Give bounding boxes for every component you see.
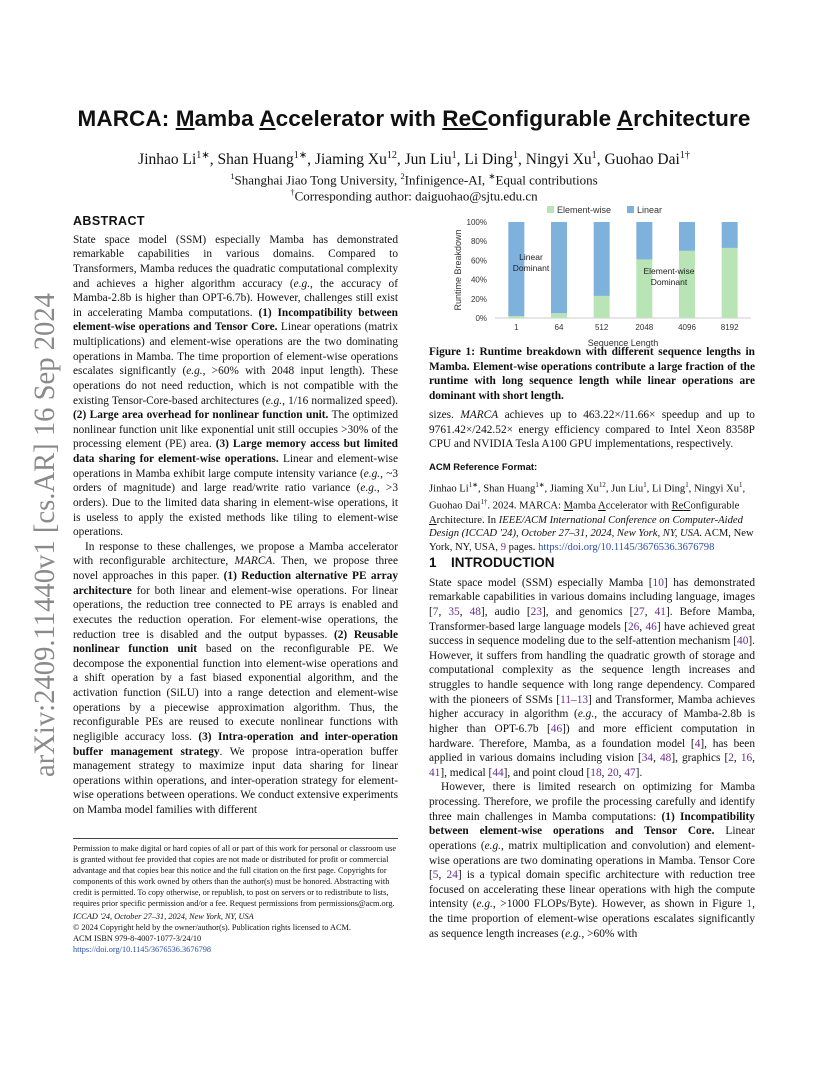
abstract-continuation: sizes. MARCA achieves up to 463.22×/11.66× speedup and up to 9761.42×/242.52× energy efficiency compared to Intel Xeon 8358P CPU and NVIDIA Tesla A100 GPU implementations, respectively. [429,409,755,451]
doi-link[interactable]: https://doi.org/10.1145/3676536.3676798 [73,945,212,954]
bar-element-wise-64 [551,313,567,318]
bar-linear-8192 [722,222,738,248]
left-column [73,214,398,818]
y-tick-label: 60% [470,256,487,266]
corresponding-author: †Corresponding author: daiguohao@sjtu.edu.cn [290,187,538,204]
bar-linear-512 [594,222,610,296]
bar-linear-64 [551,222,567,313]
section-title: INTRODUCTION [451,555,555,570]
legend-label: Linear [637,205,663,215]
annotation-element-wise-dominant-line2: Dominant [650,277,688,287]
bar-linear-2048 [636,222,652,259]
permission-text: Permission to make digital or hard copies of all or part of this work for personal or classroom use is granted without fee provided that copies are not made or distributed for profit or commercial advantage and that copies bear this notice and the full citation on the first page. Copyrights for components of this work owned by others than the author(s) must be honored. Abstracting with credit is permitted. To copy otherwise, or republish, to post on servers or to redistribute to lists, requires prior specific permission and/or a fee. Request permissions from permissions@acm.org. [73,844,397,908]
paper-title: MARCA: Mamba Accelerator with ReConfigurable Architecture [77,106,751,131]
x-tick-label: 1 [514,323,519,332]
bar-element-wise-1 [508,316,524,318]
annotation-linear-dominant-line2: Dominant [512,263,550,273]
bar-element-wise-512 [594,296,610,318]
x-tick-label: 8192 [720,323,739,332]
y-axis-label: Runtime Breakdown [453,229,463,311]
arxiv-stamp [12,285,66,785]
bar-element-wise-8192 [722,248,738,318]
y-tick-label: 0% [475,314,487,323]
figure-1-caption: Figure 1: Runtime breakdown with different sequence lengths in Mamba. Element-wise operations contribute a large fraction of the runtime with long sequence length while linear operations are dominant with short length. [429,346,755,402]
y-tick-label: 80% [470,237,487,247]
intro-paragraph-2: However, there is limited research on optimizing for Mamba processing. Therefore, we profile the processing carefully and identify three main challenges in Mamba computations: (1) Incompatibility between element-wise operations and Tensor Core. Linear operations (e.g., matrix multiplication and convolution) and element-wise operations are two dominating operations in Mamba. Tensor Core [5, 24] is a typical domain specific architecture with reduction tree focused on accelerating these linear operations with high the compute intensity (e.g., >1000 FLOPs/Byte). However, as shown in Figure 1, the time proportion of element-wise operations escalates significantly as sequence length increases (e.g., >60% with [429,781,756,940]
acm-doi-link[interactable]: https://doi.org/10.1145/3676536.3676798 [538,542,715,554]
venue-line: ICCAD '24, October 27–31, 2024, New York, NY, USA [73,912,254,921]
copyright-line: © 2024 Copyright held by the owner/author(s). Publication rights licensed to ACM. [73,923,351,932]
affiliations: $^1$Shanghai Jiao Tong University, $^2$Infinigence-AI, ∗Equal contributions [230,171,598,188]
x-tick-label: 512 [594,323,609,332]
acm-reference [429,461,755,555]
y-tick-label: 40% [470,275,487,285]
section-number: 1 [429,555,437,570]
abstract-paragraph-2: In response to these challenges, we propose a Mamba accelerator with reconfigurable architecture, MARCA. Then, we propose three novel approaches in this paper. (1) Reduction alternative PE array architecture for both linear and element-wise operations. For linear operations, the reduction tree connected to PE arrays is enabled and executes the reduction operation. For element-wise operations, the reduction tree is disabled and the output bypasses. (2) Reusable nonlinear function unit based on the reconfigurable PE. We decompose the exponential function into element-wise operations and a shift operation by a fast biased exponential algorithm, and the activation function (SiLU) into a range detection and element-wise operations by a piecewise approximation algorithm. Thus, the reconfigurable PEs are reused to execute nonlinear functions with negligible accuracy loss. (3) Intra-operation and inter-operation buffer management strategy. We propose intra-operation buffer management strategy to maximize input data sharing for linear operations within operations, and inter-operation strategy for element-wise operations between operations. We conduct extensive experiments on Mamba model families with different [73,540,398,816]
abstract-heading: ABSTRACT [73,214,145,228]
intro-paragraph-1: State space model (SSM) especially Mamba [10] has demonstrated remarkable capabilities in various domains including language, images [7, 35, 48], audio [23], and genomics [27, 41]. Before Mamba, Transformer-based large language models [26, 46] have achieved great success in sequence modeling due to the self-attention mechanism [40]. However, it suffers from handling the quadratic growth of storage and computational complexity as the sequence length increases and struggles to handle sequence with long range dependency. Compared with the pioneers of SSMs [11–13] and Transformer, Mamba achieves higher accuracy in algorithm (e.g., the accuracy of Mamba-2.8b is higher than OPT-6.7b [46]) and more efficient computation in hardware. Therefore, Mamba, as a foundation model [4], has been applied in various domains including vision [34, 48], graphics [2, 16, 41], medical [44], and point cloud [18, 20, 47]. [429,576,756,779]
isbn-line: ACM ISBN 979-8-4007-1077-3/24/10 [73,934,202,943]
abstract-paragraph-1: State space model (SSM) especially Mamba has demonstrated remarkable capabilities in various domains. Compared to Transformers, Mamba reduces the quadratic computational complexity and achieves a higher algorithm accuracy (e.g., the accuracy of Mamba-2.8b is higher than OPT-6.7b). However, challenges still exist in accelerating Mamba computations. (1) Incompatibility between element-wise operations and Tensor Core. Linear operations (matrix multiplications) and element-wise operations are the two dominating operations in Mamba. The time proportion of element-wise operations escalates significantly (e.g., >60% with 2048 input length). These operations do not need reduction, which is not compatible with the existing Tensor-Core-based architectures (e.g., 1/16 normalized speed). (2) Large area overhead for nonlinear function unit. The optimized nonlinear function unit like exponential unit still occupies >30% of the processing element (PE) area. (3) Large memory access but limited data sharing for element-wise operations. Linear and element-wise operations in Mamba exhibit large compute intensity variance (e.g., ~3 orders of magnitude) and large read/write ratio variance (e.g., >3 orders). Due to the limited data sharing in element-wise operations, it is useless to apply the existed methods like tiling to element-wise operations. [73,233,399,539]
introduction-heading [429,556,755,571]
permission-footnote [73,838,398,955]
legend-swatch-linear [627,206,634,213]
x-tick-label: 4096 [678,323,696,332]
acm-reference-heading: ACM Reference Format: [429,462,538,473]
figure-1-chart [449,202,755,350]
author-list: Jinhao $Li^{1∗}$, Shan Huang$^{1∗}$, Jiaming Xu$^{12}$, Jun Liu$^1$, Li Ding$^1$, Ningyi Xu$^1$, Guohao Dai$^{1\dagger}$ [138,150,690,169]
arxiv-stamp-text: arXiv:2409.11440v1 [cs.AR] 16 Sep 2024 [28,285,61,777]
legend-swatch-element-wise [547,206,554,213]
acm-reference-text: Jinhao $Li^{1∗}$, Shan Huang$^{1∗}$, Jiaming Xu$^{12}$, Jun Liu$^1$, Li Ding$^1$, Ningyi Xu$^1$, Guohao Dai$^{1\dagger}$. 2024. MARCA: Mamba Accelerator with ReConfigurable Architecture. In IEEE/ACM International Conference on Computer-Aided Design (ICCAD '24), October 27–31, 2024, New York, NY, USA. ACM, New York, NY, USA, 9 pages. https://doi.org/10.1145/3676536.3676798 [429,481,754,554]
x-axis-label: Sequence Length [587,338,659,348]
annotation-element-wise-dominant-line1: Element-wise [643,266,695,276]
introduction-section [429,556,755,941]
y-tick-label: 100% [466,218,487,227]
bar-linear-4096 [679,222,695,251]
y-tick-label: 20% [470,294,487,304]
x-tick-label: 2048 [635,323,654,332]
x-tick-label: 64 [554,323,564,332]
annotation-linear-dominant-line1: Linear [519,252,543,262]
legend-label: Element-wise [557,205,612,215]
